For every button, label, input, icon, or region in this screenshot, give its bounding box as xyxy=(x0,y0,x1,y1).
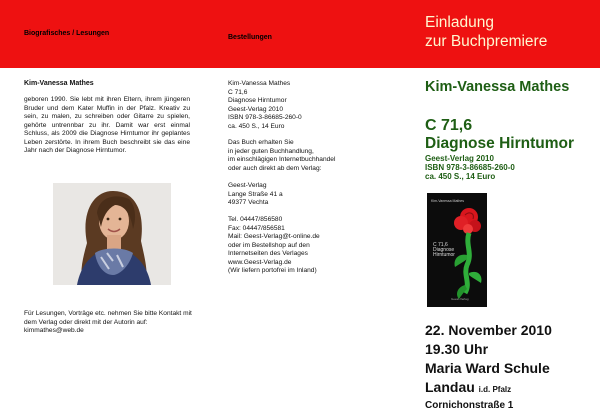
cover-title-1: C 71,6 xyxy=(433,242,448,248)
event-date: 22. November 2010 xyxy=(425,322,552,338)
invitation-line-1: Einladung xyxy=(425,14,494,31)
publisher-line-1: Geest-Verlag 2010 xyxy=(425,154,494,163)
publisher-contact: Tel. 04447/856580 Fax: 04447/856581 Mail: Geest-Verlag@t-online.de oder im Bestellshop auf den Internetseiten des Verlages www.Geest-Verlag.de (Wir liefern portofrei im Inland) xyxy=(228,216,320,274)
author-name: Kim-Vanessa Mathes xyxy=(24,80,94,87)
contact-text: Für Lesungen, Vorträge etc. nehmen Sie bitte Kontakt mit dem Verlag oder direkt mit der Autorin auf: xyxy=(24,310,192,326)
event-street: Cornichonstraße 1 xyxy=(425,400,514,411)
event-city-suffix: i.d. Pfalz xyxy=(478,385,512,394)
section-header-biography: Biografisches / Lesungen xyxy=(24,30,110,37)
lecture-contact xyxy=(24,310,194,336)
book-info: Kim-Vanessa Mathes C 71,6 Diagnose Hirntumor Geest-Verlag 2010 ISBN 978-3-86685-260-0 ca. 450 S., 14 Euro xyxy=(228,80,302,130)
order-info: Das Buch erhalten Sie in jeder guten Buchhandlung, im einschlägigen Internetbuchhandel oder auch direkt ab dem Verlag: xyxy=(228,139,336,172)
publisher-address: Geest-Verlag Lange Straße 41 a 49377 Vechta xyxy=(228,182,283,206)
cover-author: Kim-Vanessa Mathes xyxy=(431,199,465,203)
author-portrait-image xyxy=(53,183,171,285)
book-title-line-1: C 71,6 xyxy=(425,117,473,134)
event-details xyxy=(425,321,552,413)
biography-text: geboren 1990. Sie lebt mit ihren Eltern, ihrem jüngeren Bruder und dem Kater Muffin in der Pfalz. Kreativ zu sein, zu malen, zu schreiben oder Gitarre zu spielen, gehörte untrennbar zu ihr. Damit war erst einmal Schluss, als 2009 die Diagnose Hirntumor ihr geplantes Leben zerstörte. In ihrem Buch beschreibt sie das eine Jahr nach der Diagnose Hirntumor. xyxy=(24,96,190,154)
book-title-line-2: Diagnose Hirntumor xyxy=(425,135,574,152)
cover-title xyxy=(433,243,455,258)
section-header-orders: Bestellungen xyxy=(228,34,272,41)
event-venue: Maria Ward Schule xyxy=(425,360,550,376)
book-cover xyxy=(427,193,487,307)
author-email: kimmathes@web.de xyxy=(24,327,84,334)
publisher-line-2: ISBN 978-3-86685-260-0 xyxy=(425,163,515,172)
panel-invitation xyxy=(405,0,600,411)
book-title xyxy=(425,117,574,153)
panel-orders xyxy=(200,0,405,403)
cover-title-2: Diagnose xyxy=(433,247,455,253)
publisher-details xyxy=(425,154,515,181)
event-time: 19.30 Uhr xyxy=(425,341,489,357)
cover-title-3: Hirntumor xyxy=(433,252,455,258)
author-photo xyxy=(53,183,171,285)
publisher-line-3: ca. 450 S., 14 Euro xyxy=(425,172,496,181)
featured-author-name: Kim-Vanessa Mathes xyxy=(425,79,570,95)
invitation-heading xyxy=(425,13,547,51)
cover-publisher: Geest-Verlag xyxy=(451,297,469,301)
event-city: Landau xyxy=(425,379,475,395)
invitation-line-2: zur Buchpremiere xyxy=(425,33,548,50)
event-city-line xyxy=(425,378,552,399)
panel-biography xyxy=(0,0,200,403)
